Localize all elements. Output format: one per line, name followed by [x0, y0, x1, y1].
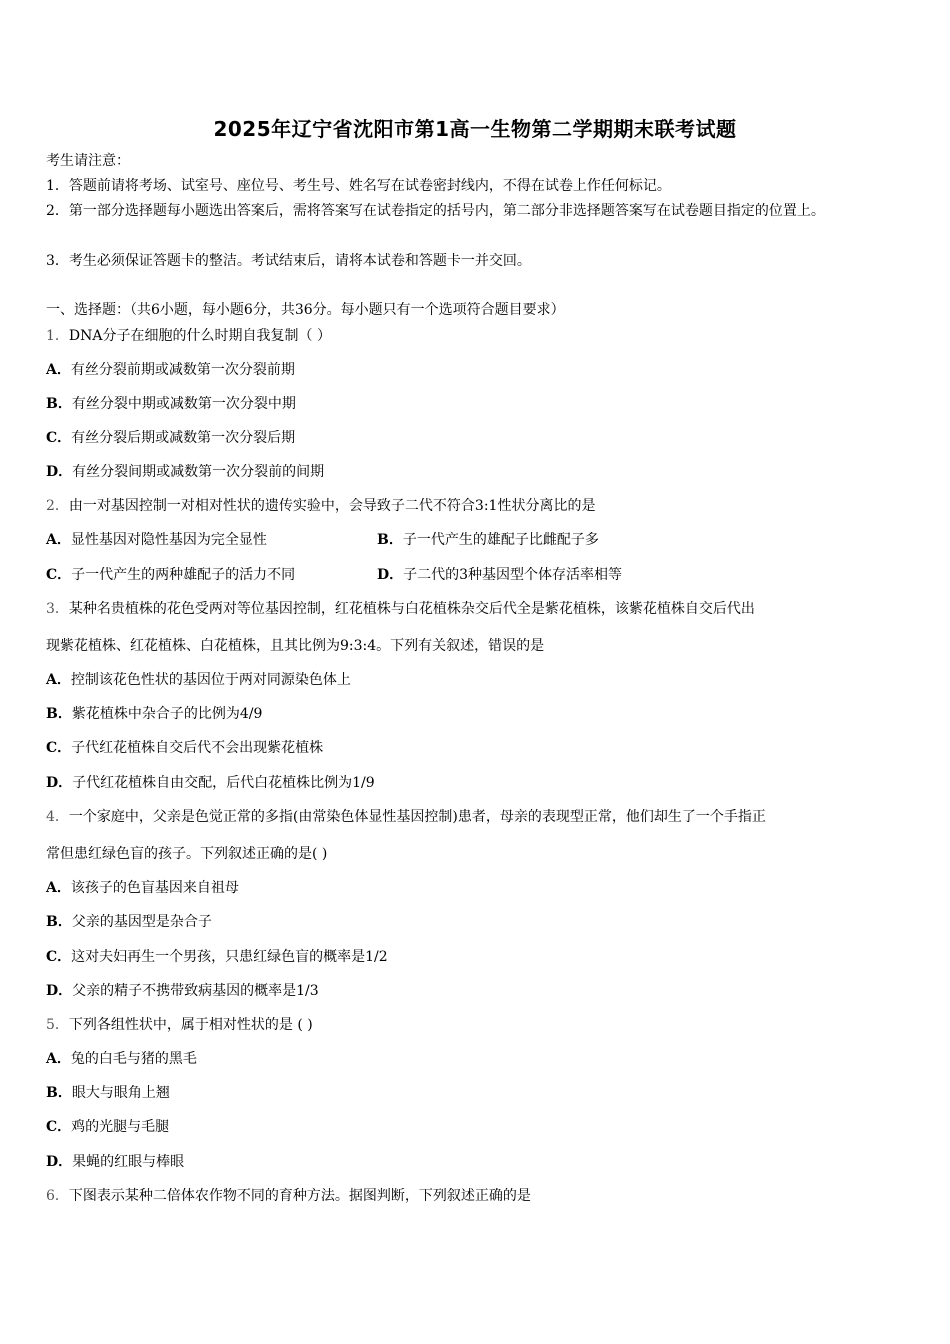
question-stem: 下列各组性状中，属于相对性状的是 ( ) [68, 1017, 313, 1033]
option-3d: D．子代红花植株自由交配，后代白花植株比例为1/9 [46, 775, 375, 791]
question-5 [46, 1015, 906, 1035]
question-number: 3． [46, 601, 69, 617]
option-3a: A．控制该花色性状的基因位于两对同源染色体上 [46, 672, 351, 688]
option-4c: C．这对夫妇再生一个男孩，只患红绿色盲的概率是1/2 [46, 949, 388, 965]
option-5a: A．兔的白毛与猪的黑毛 [46, 1051, 197, 1067]
question-stem: 下图表示某种二倍体农作物不同的育种方法。据图判断，下列叙述正确的是 [68, 1188, 531, 1204]
option-1c: C．有丝分裂后期或减数第一次分裂后期 [46, 430, 296, 446]
question-stem: 由一对基因控制一对相对性状的遗传实验中，会导致子二代不符合3:1性状分离比的是 [68, 498, 596, 514]
question-stem: 一个家庭中，父亲是色觉正常的多指(由常染色体显性基因控制)患者，母亲的表现型正常，他们却生了一个手指正 [68, 809, 766, 825]
question-3 [46, 599, 906, 619]
question-stem: DNA分子在细胞的什么时期自我复制（ ） [68, 328, 331, 344]
option-5d: D．果蝇的红眼与棒眼 [46, 1154, 185, 1170]
question-1 [46, 326, 906, 346]
option-3c: C．子代红花植株自交后代不会出现紫花植株 [46, 740, 324, 756]
question-6 [46, 1186, 906, 1206]
question-2 [46, 496, 906, 516]
option-2b: B．子一代产生的雄配子比雌配子多 [377, 532, 599, 548]
option-1d: D．有丝分裂间期或减数第一次分裂前的间期 [46, 464, 325, 480]
question-number: 6． [46, 1188, 69, 1204]
notice-item-3: 3．考生必须保证答题卡的整洁。考试结束后，请将本试卷和答题卡一并交回。 [46, 253, 531, 269]
option-5c: C．鸡的光腿与毛腿 [46, 1119, 170, 1135]
question-4 [46, 807, 906, 827]
option-1b: B．有丝分裂中期或减数第一次分裂中期 [46, 396, 296, 412]
question-number: 4． [46, 809, 69, 825]
page-title: 2025年辽宁省沈阳市第1高一生物第二学期期末联考试题 [213, 117, 737, 141]
section-heading: 一、选择题：（共6小题，每小题6分，共36分。每小题只有一个选项符合题目要求） [46, 302, 565, 318]
option-2c: C．子一代产生的两种雄配子的活力不同 [46, 567, 296, 583]
option-5b: B．眼大与眼角上翘 [46, 1085, 170, 1101]
option-3b: B．紫花植株中杂合子的比例为4/9 [46, 706, 263, 722]
option-4b: B．父亲的基因型是杂合子 [46, 914, 212, 930]
notice-item-1: 1．答题前请将考场、试室号、座位号、考生号、姓名写在试卷密封线内，不得在试卷上作任何标记。 [46, 178, 671, 194]
option-1a: A．有丝分裂前期或减数第一次分裂前期 [46, 362, 295, 378]
question-number: 2． [46, 498, 69, 514]
question-number: 5． [46, 1017, 69, 1033]
option-4a: A．该孩子的色盲基因来自祖母 [46, 880, 239, 896]
question-3-cont: 现紫花植株、红花植株、白花植株，且其比例为9:3:4。下列有关叙述，错误的是 [46, 638, 545, 654]
question-number: 1． [46, 328, 69, 344]
option-2a: A．显性基因对隐性基因为完全显性 [46, 532, 267, 548]
option-2d: D．子二代的3种基因型个体存活率相等 [377, 567, 623, 583]
question-stem: 某种名贵植株的花色受两对等位基因控制，红花植株与白花植株杂交后代全是紫花植株，该紫花植株自交后代出 [68, 601, 755, 617]
notice-item-2: 2．第一部分选择题每小题选出答案后，需将答案写在试卷指定的括号内，第二部分非选择题答案写在试卷题目指定的位置上。 [46, 203, 825, 219]
question-4-cont: 常但患红绿色盲的孩子。下列叙述正确的是( ) [46, 846, 328, 862]
option-4d: D．父亲的精子不携带致病基因的概率是1/3 [46, 983, 319, 999]
notice-heading: 考生请注意： [46, 153, 130, 169]
